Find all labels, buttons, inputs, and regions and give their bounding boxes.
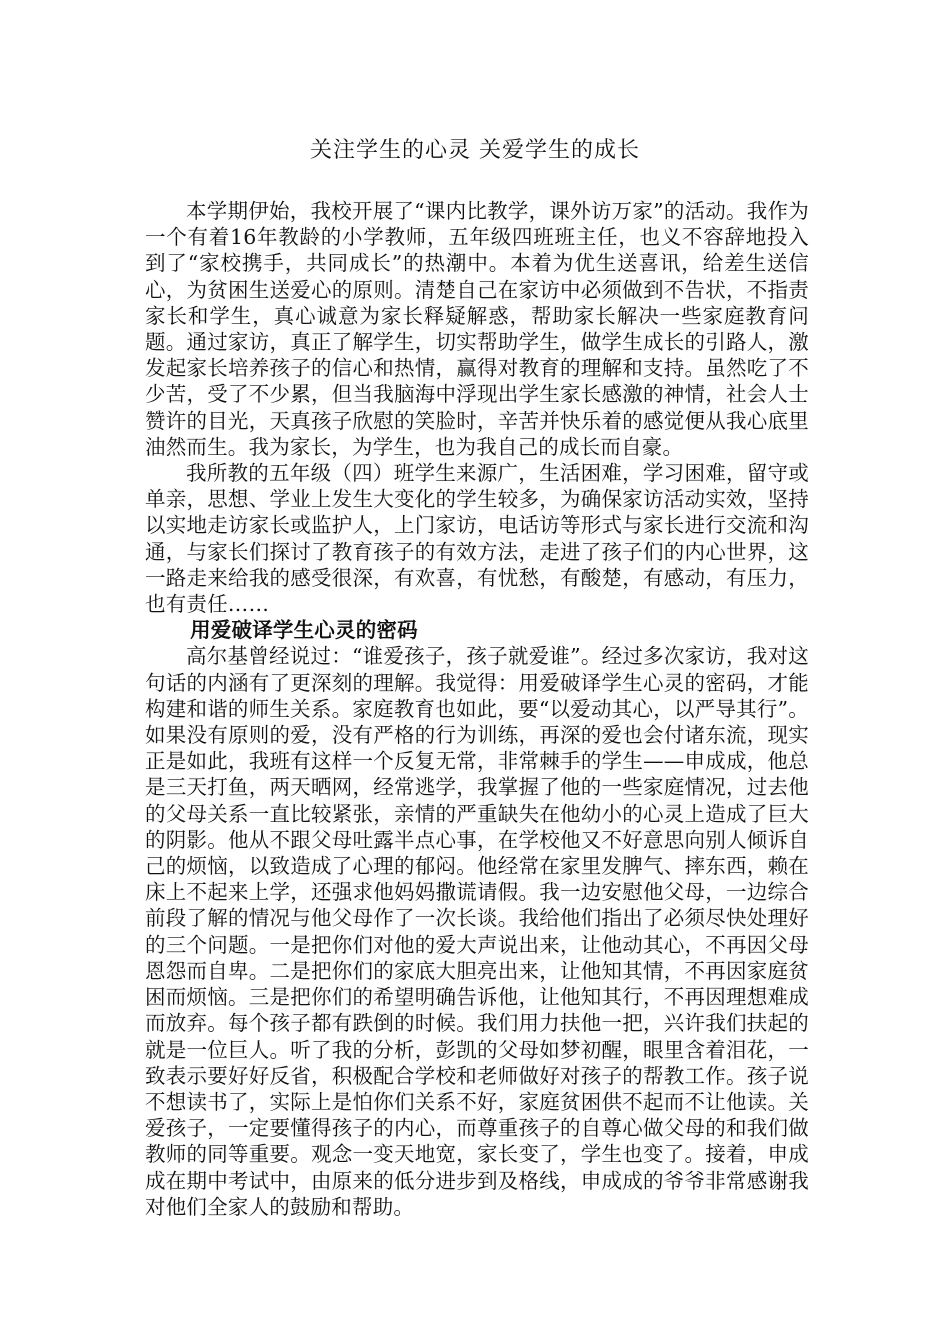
document-title: 关注学生的心灵 关爱学生的成长 (310, 138, 640, 163)
paragraph-case-story: 高尔基曾经说过：“谁爱孩子，孩子就爱谁”。经过多次家访，我对这句话的内涵有了更深刻的理解。我觉得：用爱破译学生心灵的密码，才能构建和谐的师生关系。家庭教育也如此，要“以爱动其心，以严导其行”。如果没有原则的爱，没有严格的行为训练，再深的爱也会付诸东流，现实正是如此，我班有这样一个反复无常，非常棘手的学生——申成成，他总是三天打鱼，两天晒网，经常逃学，我掌握了他的一些家庭情况，过去他的父母关系一直比较紧张，亲情的严重缺失在他幼小的心灵上造成了巨大的阴影。他从不跟父母吐露半点心事，在学校他又不好意思向别人倾诉自己的烦恼，以致造成了心理的郁闷。他经常在家里发脾气、摔东西，赖在床上不起来上学，还强求他妈妈撒谎请假。我一边安慰他父母，一边综合前段了解的情况与他父母作了一次长谈。我给他们指出了必须尽快处理好的三个问题。一是把你们对他的爱大声说出来，让他动其心，不再因父母恩怨而自卑。二是把你们的家底大胆亮出来，让他知其情，不再因家庭贫困而烦恼。三是把你们的希望明确告诉他，让他知其行，不再因理想难成而放弃。每个孩子都有跌倒的时候。我们用力扶他一把，兴许我们扶起的就是一位巨人。听了我的分析，彭凯的父母如梦初醒，眼里含着泪花，一致表示要好好反省，积极配合学校和老师做好对孩子的帮教工作。孩子说不想读书了，实际上是怕你们关系不好，家庭贫困供不起而不让他读。关爱孩子，一定要懂得孩子的内心，而尊重孩子的自尊心做父母的和我们做教师的同等重要。观念一变天地宽，家长变了，学生也变了。接着，申成成在期中考试中，由原来的低分进步到及格线，申成成的爷爷非常感谢我对他们全家人的鼓励和帮助。 (145, 644, 809, 1219)
section-heading: 用爱破译学生心灵的密码 (190, 618, 418, 643)
paragraph-class-overview: 我所教的五年级（四）班学生来源广，生活困难，学习困难，留守或单亲，思想、学业上发生大变化的学生较多，为确保家访活动实效，坚持以实地走访家长或监护人，上门家访，电话访等形式与家长进行交流和沟通，与家长们探讨了教育孩子的有效方法，走进了孩子们的内心世界，这一路走来给我的感受很深，有欢喜，有忧愁，有酸楚，有感动，有压力，也有责任…… (145, 461, 809, 617)
document-body (145, 198, 809, 1220)
paragraph-intro: 本学期伊始，我校开展了“课内比教学，课外访万家”的活动。我作为一个有着16年教龄的小学教师，五年级四班班主任，也义不容辞地投入到了“家校携手，共同成长”的热潮中。本着为优生送喜讯，给差生送信心，为贫困生送爱心的原则。清楚自己在家访中必须做到不告状，不指责家长和学生，真心诚意为家长释疑解惑，帮助家长解决一些家庭教育问题。通过家访，真正了解学生，切实帮助学生，做学生成长的引路人，激发起家长培养孩子的信心和热情，赢得对教育的理解和支持。虽然吃了不少苦，受了不少累，但当我脑海中浮现出学生家长感激的神情，社会人士赞许的目光，天真孩子欣慰的笑脸时，辛苦并快乐着的感觉便从我心底里油然而生。我为家长，为学生，也为我自己的成长而自豪。 (145, 199, 809, 459)
